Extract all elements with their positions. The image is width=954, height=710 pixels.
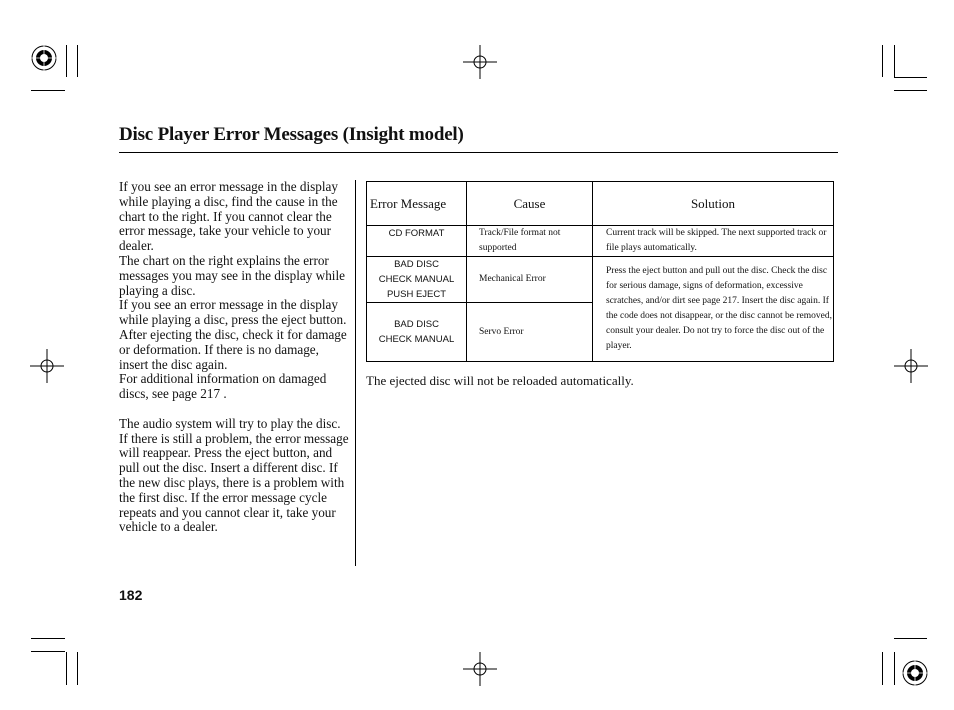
error-message-cell: BAD DISC CHECK MANUAL <box>367 303 467 362</box>
crop-line <box>31 90 65 91</box>
paragraph: The chart on the right explains the error messages you may see in the display while playing a disc. <box>119 252 345 298</box>
crop-line <box>31 651 65 652</box>
crop-line <box>66 45 67 77</box>
page-number: 182 <box>119 587 143 603</box>
cause-cell: Mechanical Error <box>467 257 593 303</box>
error-message-cell: CD FORMAT <box>367 226 467 257</box>
crop-line <box>894 638 927 639</box>
page-title: Disc Player Error Messages (Insight model) <box>119 124 464 145</box>
paragraph: For additional information on damaged discs, see page 217 . <box>119 371 327 402</box>
table-row <box>367 257 834 303</box>
column-divider <box>355 180 356 566</box>
crosshair-right-icon <box>894 349 928 383</box>
cause-cell: Servo Error <box>467 303 593 362</box>
crop-line <box>882 652 883 685</box>
solution-cell: Press the eject button and pull out the disc. Check the disc for serious damage, signs of deformation, excessive scratches, and/or dirt see page 217. Insert the disc again. If the code does not disappear, or the disc cannot be removed, consult your dealer. Do not try to force the disc out of the player. <box>593 257 834 362</box>
crosshair-top-icon <box>463 45 497 79</box>
header-error-message: Error Message <box>367 182 467 226</box>
crosshair-bottom-icon <box>463 652 497 686</box>
table-header-row <box>367 182 834 226</box>
cause-cell: Track/File format not supported <box>467 226 593 257</box>
crop-line <box>894 90 927 91</box>
registration-mark-bottom-right-icon <box>902 660 928 686</box>
crop-line <box>894 77 927 78</box>
header-solution: Solution <box>593 182 834 226</box>
error-message-table <box>366 181 834 362</box>
crop-line <box>882 45 883 77</box>
header-cause: Cause <box>467 182 593 226</box>
instructions-column <box>119 180 351 535</box>
error-message-cell: BAD DISC CHECK MANUAL PUSH EJECT <box>367 257 467 303</box>
paragraph: The audio system will try to play the disc. If there is still a problem, the error message will reappear. Press the eject button, and pull out the disc. Insert a different disc. If the new disc plays, there is a problem with the first disc. If the error message cycle repeats and you cannot clear it, take your vehicle to a dealer. <box>119 415 349 535</box>
crop-line <box>894 45 895 77</box>
crosshair-left-icon <box>30 349 64 383</box>
crop-line <box>894 652 895 685</box>
paragraph: If you see an error message in the display while playing a disc, find the cause in the chart to the right. If you cannot clear the error message, take your vehicle to your dealer. <box>119 179 338 254</box>
crop-line <box>66 652 67 685</box>
crop-line <box>77 652 78 685</box>
solution-cell: Current track will be skipped. The next supported track or file plays automatically. <box>593 226 834 257</box>
registration-mark-top-left-icon <box>31 45 57 71</box>
reload-note: The ejected disc will not be reloaded automatically. <box>366 373 634 388</box>
title-rule <box>119 152 838 153</box>
paragraph: If you see an error message in the display while playing a disc, press the eject button. After ejecting the disc, check it for damage or deformation. If there is no damage, insert the disc again. <box>119 297 347 372</box>
table-row <box>367 226 834 257</box>
crop-line <box>31 638 65 639</box>
crop-line <box>77 45 78 77</box>
